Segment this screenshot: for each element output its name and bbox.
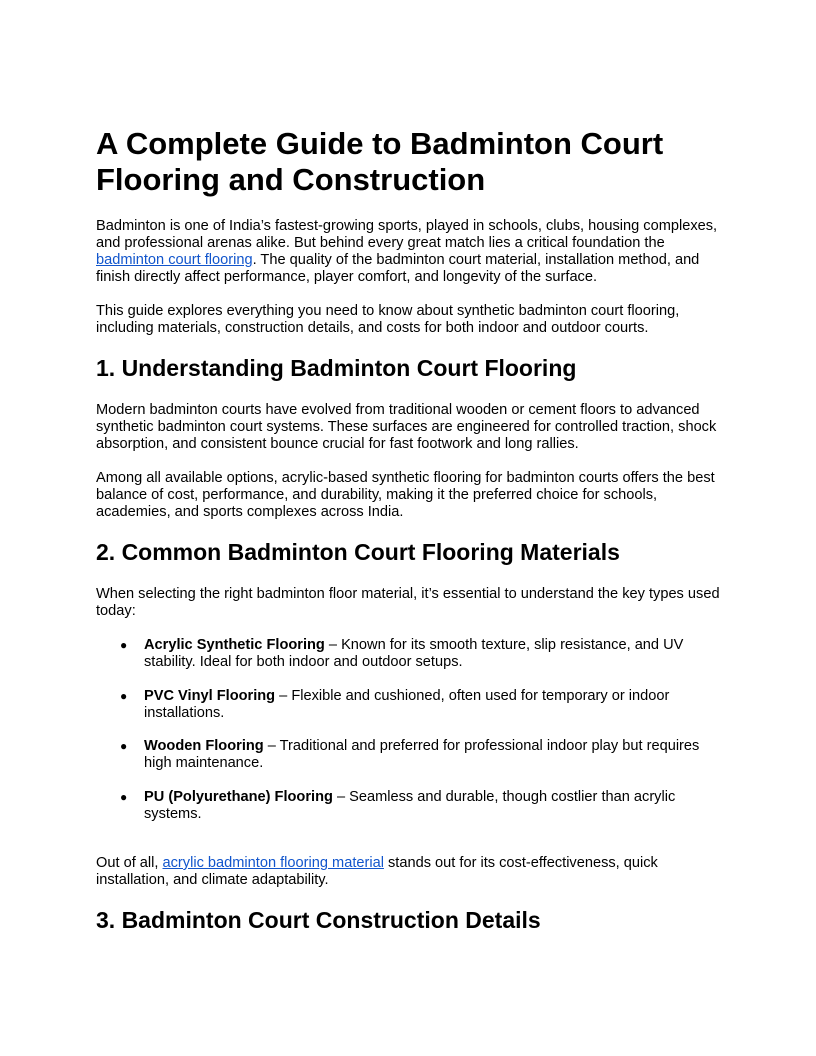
section-1-paragraph-1: Modern badminton courts have evolved from traditional wooden or cement floors to advanced synthetic badminton court systems. These surfaces are engineered for controlled traction, shock absorption, and consistent bounce crucial for fast footwork and long rallies. bbox=[96, 402, 717, 452]
list-item-title: PVC Vinyl Flooring bbox=[144, 687, 276, 704]
bullet-icon: ● bbox=[120, 739, 128, 753]
list-item-title: Wooden Flooring bbox=[144, 738, 264, 754]
list-item-description: – Traditional and preferred for professional indoor play but requires high maintenance. bbox=[144, 738, 700, 771]
bullet-icon: ● bbox=[120, 789, 128, 804]
materials-list bbox=[96, 637, 722, 823]
section-3-heading: 3. Badminton Court Construction Details bbox=[96, 907, 541, 933]
section-1-paragraph-2: Among all available options, acrylic-based synthetic flooring for badminton courts offers the best balance of cost, performance, and durability, making it the preferred choice for schools, academies, and sports complexes across India. bbox=[96, 470, 715, 520]
list-item-title: PU (Polyurethane) Flooring bbox=[144, 788, 333, 805]
intro-text-after-link: . The quality of the badminton court material, installation method, and finish directly affect performance, player comfort, and longevity of the surface. bbox=[96, 252, 700, 285]
section-2-outro bbox=[96, 855, 722, 889]
badminton-court-flooring-link[interactable]: badminton court flooring bbox=[96, 252, 253, 268]
page-title: A Complete Guide to Badminton Court Flooring and Construction bbox=[96, 126, 664, 197]
list-item-title: Acrylic Synthetic Flooring bbox=[144, 637, 325, 653]
list-item-description: – Seamless and durable, though costlier than acrylic systems. bbox=[144, 788, 676, 822]
document-page bbox=[96, 126, 722, 954]
list-item-description: – Flexible and cushioned, often used for temporary or indoor installations. bbox=[144, 687, 670, 721]
section-1-heading: 1. Understanding Badminton Court Flooring bbox=[96, 355, 577, 381]
bullet-icon: ● bbox=[120, 688, 128, 703]
list-item-description: – Known for its smooth texture, slip resistance, and UV stability. Ideal for both indoor and outdoor setups. bbox=[144, 637, 684, 670]
list-item bbox=[96, 789, 722, 823]
outro-text-after-link: stands out for its cost-effectiveness, quick installation, and climate adaptability. bbox=[96, 855, 658, 888]
list-item bbox=[96, 688, 722, 722]
intro-text-before-link: Badminton is one of India’s fastest-growing sports, played in schools, clubs, housing complexes, and professional arenas alike. But behind every great match lies a critical foundation the bbox=[96, 218, 718, 251]
outro-text-before-link: Out of all, bbox=[96, 855, 163, 871]
section-2-intro: When selecting the right badminton floor material, it’s essential to understand the key types used today: bbox=[96, 586, 720, 619]
intro-paragraph-2: This guide explores everything you need to know about synthetic badminton court flooring, including materials, construction details, and costs for both indoor and outdoor courts. bbox=[96, 303, 680, 336]
acrylic-badminton-flooring-material-link[interactable]: acrylic badminton flooring material bbox=[162, 855, 384, 871]
bullet-icon: ● bbox=[120, 638, 128, 652]
list-item bbox=[96, 637, 722, 671]
spacer bbox=[96, 839, 722, 855]
intro-paragraph-1 bbox=[96, 218, 722, 286]
section-2-heading: 2. Common Badminton Court Flooring Materials bbox=[96, 539, 620, 565]
list-item bbox=[96, 738, 722, 772]
